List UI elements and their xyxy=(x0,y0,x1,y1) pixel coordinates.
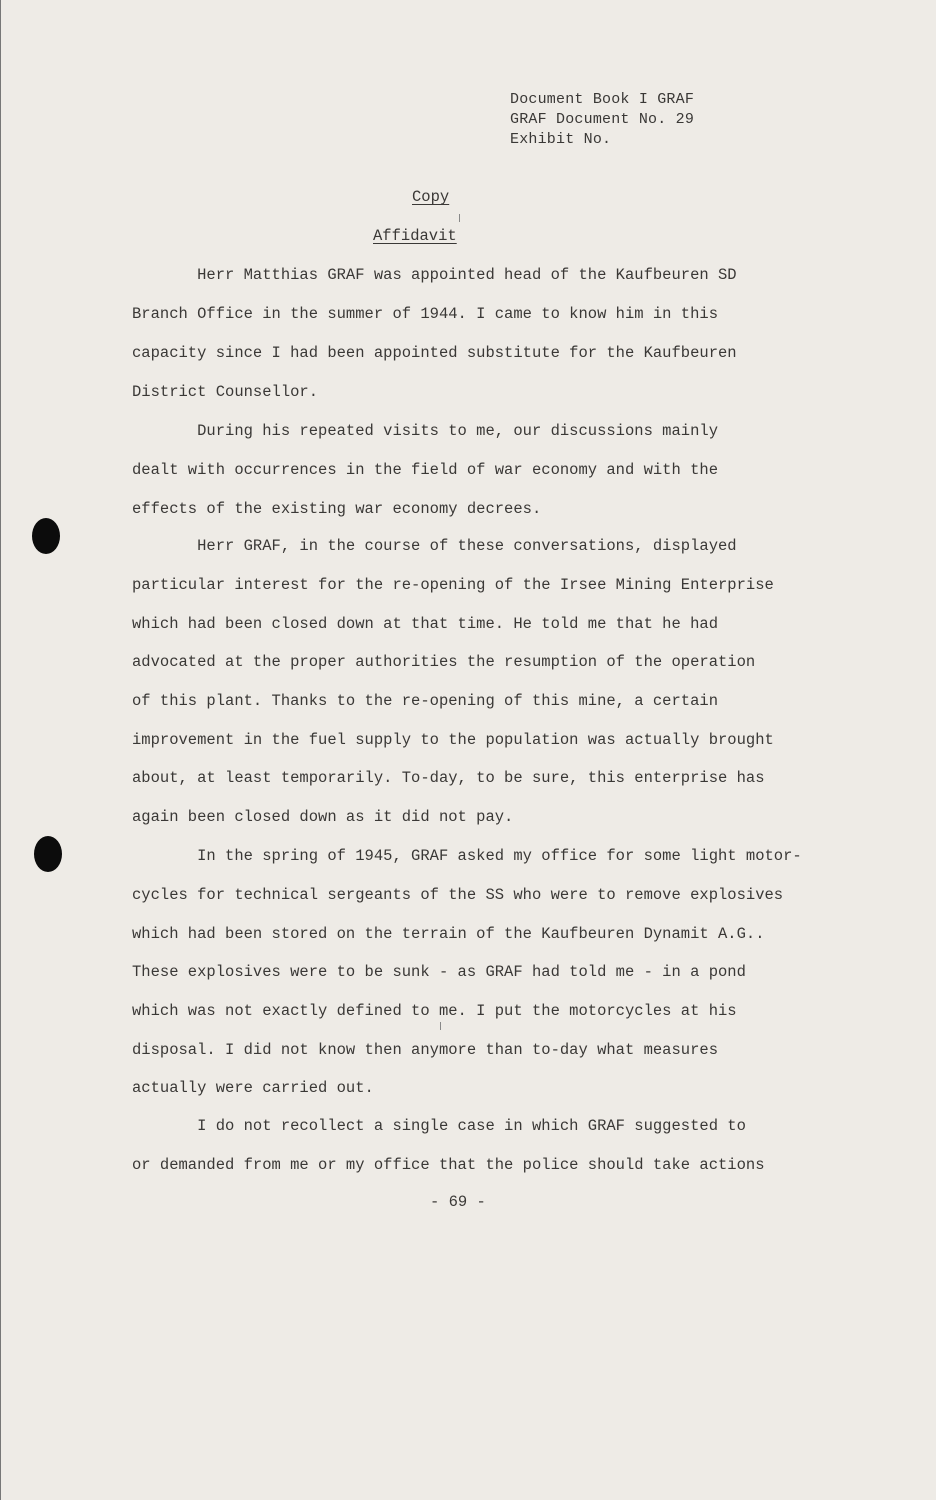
text-line: These explosives were to be sunk - as GRAF had told me - in a pond xyxy=(132,963,746,981)
text-line: again been closed down as it did not pay. xyxy=(132,808,514,826)
text-line: actually were carried out. xyxy=(132,1079,374,1097)
text-line: particular interest for the re-opening of the Irsee Mining Enterprise xyxy=(132,576,774,594)
text-line: Herr GRAF, in the course of these conversations, displayed xyxy=(132,537,737,555)
text-line: I do not recollect a single case in which GRAF suggested to xyxy=(132,1117,746,1135)
header-document-book: Document Book I GRAF xyxy=(510,91,695,108)
text-line: effects of the existing war economy decrees. xyxy=(132,500,542,518)
document-header xyxy=(510,90,694,150)
stray-mark xyxy=(440,1022,441,1030)
text-line: advocated at the proper authorities the resumption of the operation xyxy=(132,653,756,671)
text-line: which had been stored on the terrain of the Kaufbeuren Dynamit A.G.. xyxy=(132,925,765,943)
text-line: disposal. I did not know then anymore than to-day what measures xyxy=(132,1041,718,1059)
text-line: During his repeated visits to me, our discussions mainly xyxy=(132,422,718,440)
text-line: improvement in the fuel supply to the population was actually brought xyxy=(132,731,774,749)
page-edge xyxy=(0,0,1,1500)
text-line: In the spring of 1945, GRAF asked my office for some light motor- xyxy=(132,847,802,865)
text-line: which had been closed down at that time. He told me that he had xyxy=(132,615,718,633)
text-line: which was not exactly defined to me. I put the motorcycles at his xyxy=(132,1002,737,1020)
page-number: - 69 - xyxy=(430,1193,486,1211)
punch-hole-upper xyxy=(32,518,60,554)
text-line: Herr Matthias GRAF was appointed head of the Kaufbeuren SD xyxy=(132,266,737,284)
text-line: about, at least temporarily. To-day, to be sure, this enterprise has xyxy=(132,769,765,787)
punch-hole-lower xyxy=(34,836,62,872)
text-line: District Counsellor. xyxy=(132,383,319,401)
stray-mark xyxy=(459,214,460,222)
header-exhibit-number: Exhibit No. xyxy=(510,131,612,148)
copy-title: Copy xyxy=(412,188,450,206)
text-line: or demanded from me or my office that the police should take actions xyxy=(132,1156,765,1174)
affidavit-title: Affidavit xyxy=(373,227,457,245)
text-line: capacity since I had been appointed substitute for the Kaufbeuren xyxy=(132,344,737,362)
text-line: dealt with occurrences in the field of war economy and with the xyxy=(132,461,718,479)
text-line: of this plant. Thanks to the re-opening of this mine, a certain xyxy=(132,692,718,710)
text-line: Branch Office in the summer of 1944. I came to know him in this xyxy=(132,305,718,323)
header-document-number: GRAF Document No. 29 xyxy=(510,111,695,128)
text-line: cycles for technical sergeants of the SS who were to remove explosives xyxy=(132,886,784,904)
